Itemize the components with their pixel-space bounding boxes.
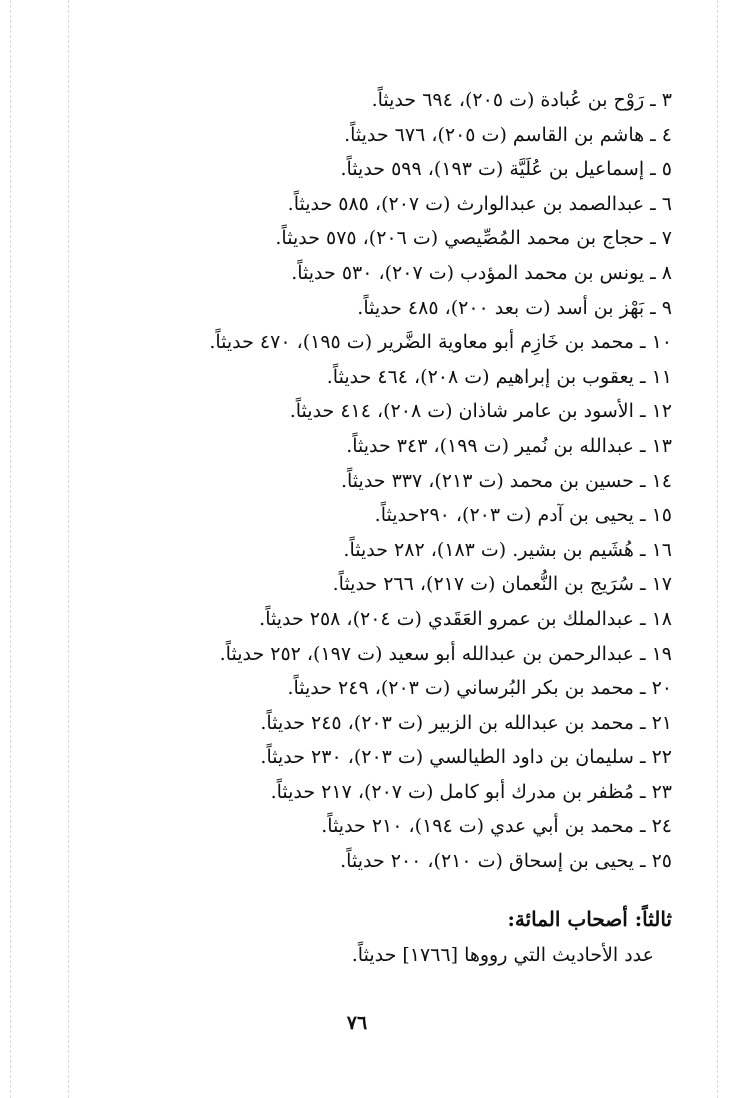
- list-item: ٥ ـ إسماعيل بن عُلَيَّة (ت ١٩٣)، ٥٩٩ حديثاً.: [340, 158, 672, 181]
- list-item: ٤ ـ هاشم بن القاسم (ت ٢٠٥)، ٦٧٦ حديثاً.: [344, 123, 672, 146]
- list-item: ١٣ ـ عبدالله بن نُمير (ت ١٩٩)، ٣٤٣ حديثاً.: [346, 434, 672, 457]
- list-item: ٧ ـ حجاج بن محمد المُصِّيصي (ت ٢٠٦)، ٥٧٥ حديثاً.: [275, 227, 672, 250]
- list-item: ١٢ ـ الأسود بن عامر شاذان (ت ٢٠٨)، ٤١٤ حديثاً.: [289, 400, 672, 423]
- margin-guide-left: [10, 0, 11, 1098]
- list-item: ٦ ـ عبدالصمد بن عبدالوارث (ت ٢٠٧)، ٥٨٥ حديثاً.: [287, 192, 672, 215]
- list-item: ١٩ ـ عبدالرحمن بن عبدالله أبو سعيد (ت ١٩٧)، ٢٥٢ حديثاً.: [219, 642, 672, 665]
- list-item: ٢٢ ـ سليمان بن داود الطيالسي (ت ٢٠٣)، ٢٣٠ حديثاً.: [260, 746, 672, 769]
- narrators-list: [72, 83, 672, 879]
- list-item: ١١ ـ يعقوب بن إبراهيم (ت ٢٠٨)، ٤٦٤ حديثاً.: [326, 365, 672, 388]
- list-item: ٢٣ ـ مُظفر بن مدرك أبو كامل (ت ٢٠٧)، ٢١٧ حديثاً.: [270, 780, 672, 803]
- list-item: ١٨ ـ عبدالملك بن عمرو العَقَدي (ت ٢٠٤)، ٢٥٨ حديثاً.: [259, 607, 672, 630]
- margin-guide-left-inner: [68, 0, 69, 1098]
- list-item: ٢٤ ـ محمد بن أبي عدي (ت ١٩٤)، ٢١٠ حديثاً.: [321, 815, 672, 838]
- list-item: ١٦ ـ هُشَيم بن بشير. (ت ١٨٣)، ٢٨٢ حديثاً.: [343, 538, 672, 561]
- page-number: ٧٦: [346, 1012, 368, 1034]
- list-item: ٨ ـ يونس بن محمد المؤدب (ت ٢٠٧)، ٥٣٠ حديثاً.: [291, 261, 672, 284]
- list-item: ١٠ ـ محمد بن خَازِم أبو معاوية الضَّرير (ت ١٩٥)، ٤٧٠ حديثاً.: [209, 331, 672, 354]
- list-item: ٢١ ـ محمد بن عبدالله بن الزبير (ت ٢٠٣)، ٢٤٥ حديثاً.: [260, 711, 672, 734]
- list-item: ٣ ـ رَوْح بن عُبادة (ت ٢٠٥)، ٦٩٤ حديثاً.: [371, 89, 672, 111]
- list-item: ٢٠ ـ محمد بن بكر البُرساني (ت ٢٠٣)، ٢٤٩ حديثاً.: [287, 677, 672, 700]
- list-item: ١٤ ـ حسين بن محمد (ت ٢١٣)، ٣٣٧ حديثاً.: [340, 469, 672, 492]
- list-item: ١٧ ـ سُرَيج بن النُّعمان (ت ٢١٧)، ٢٦٦ حديثاً.: [332, 573, 672, 596]
- list-item: ١٥ ـ يحيى بن آدم (ت ٢٠٣)، ٢٩٠حديثاً.: [374, 504, 672, 527]
- list-item: ٢٥ ـ يحيى بن إسحاق (ت ٢١٠)، ٢٠٠ حديثاً.: [340, 850, 672, 873]
- list-item: ٩ ـ بَهْز بن أسد (ت بعد ٢٠٠)، ٤٨٥ حديثاً.: [357, 296, 672, 319]
- section-summary: عدد الأحاديث التي رووها [١٧٦٦] حديثاً.: [351, 944, 654, 966]
- margin-guide-right: [717, 0, 718, 1098]
- section-heading: ثالثاً: أصحاب المائة:: [507, 907, 672, 931]
